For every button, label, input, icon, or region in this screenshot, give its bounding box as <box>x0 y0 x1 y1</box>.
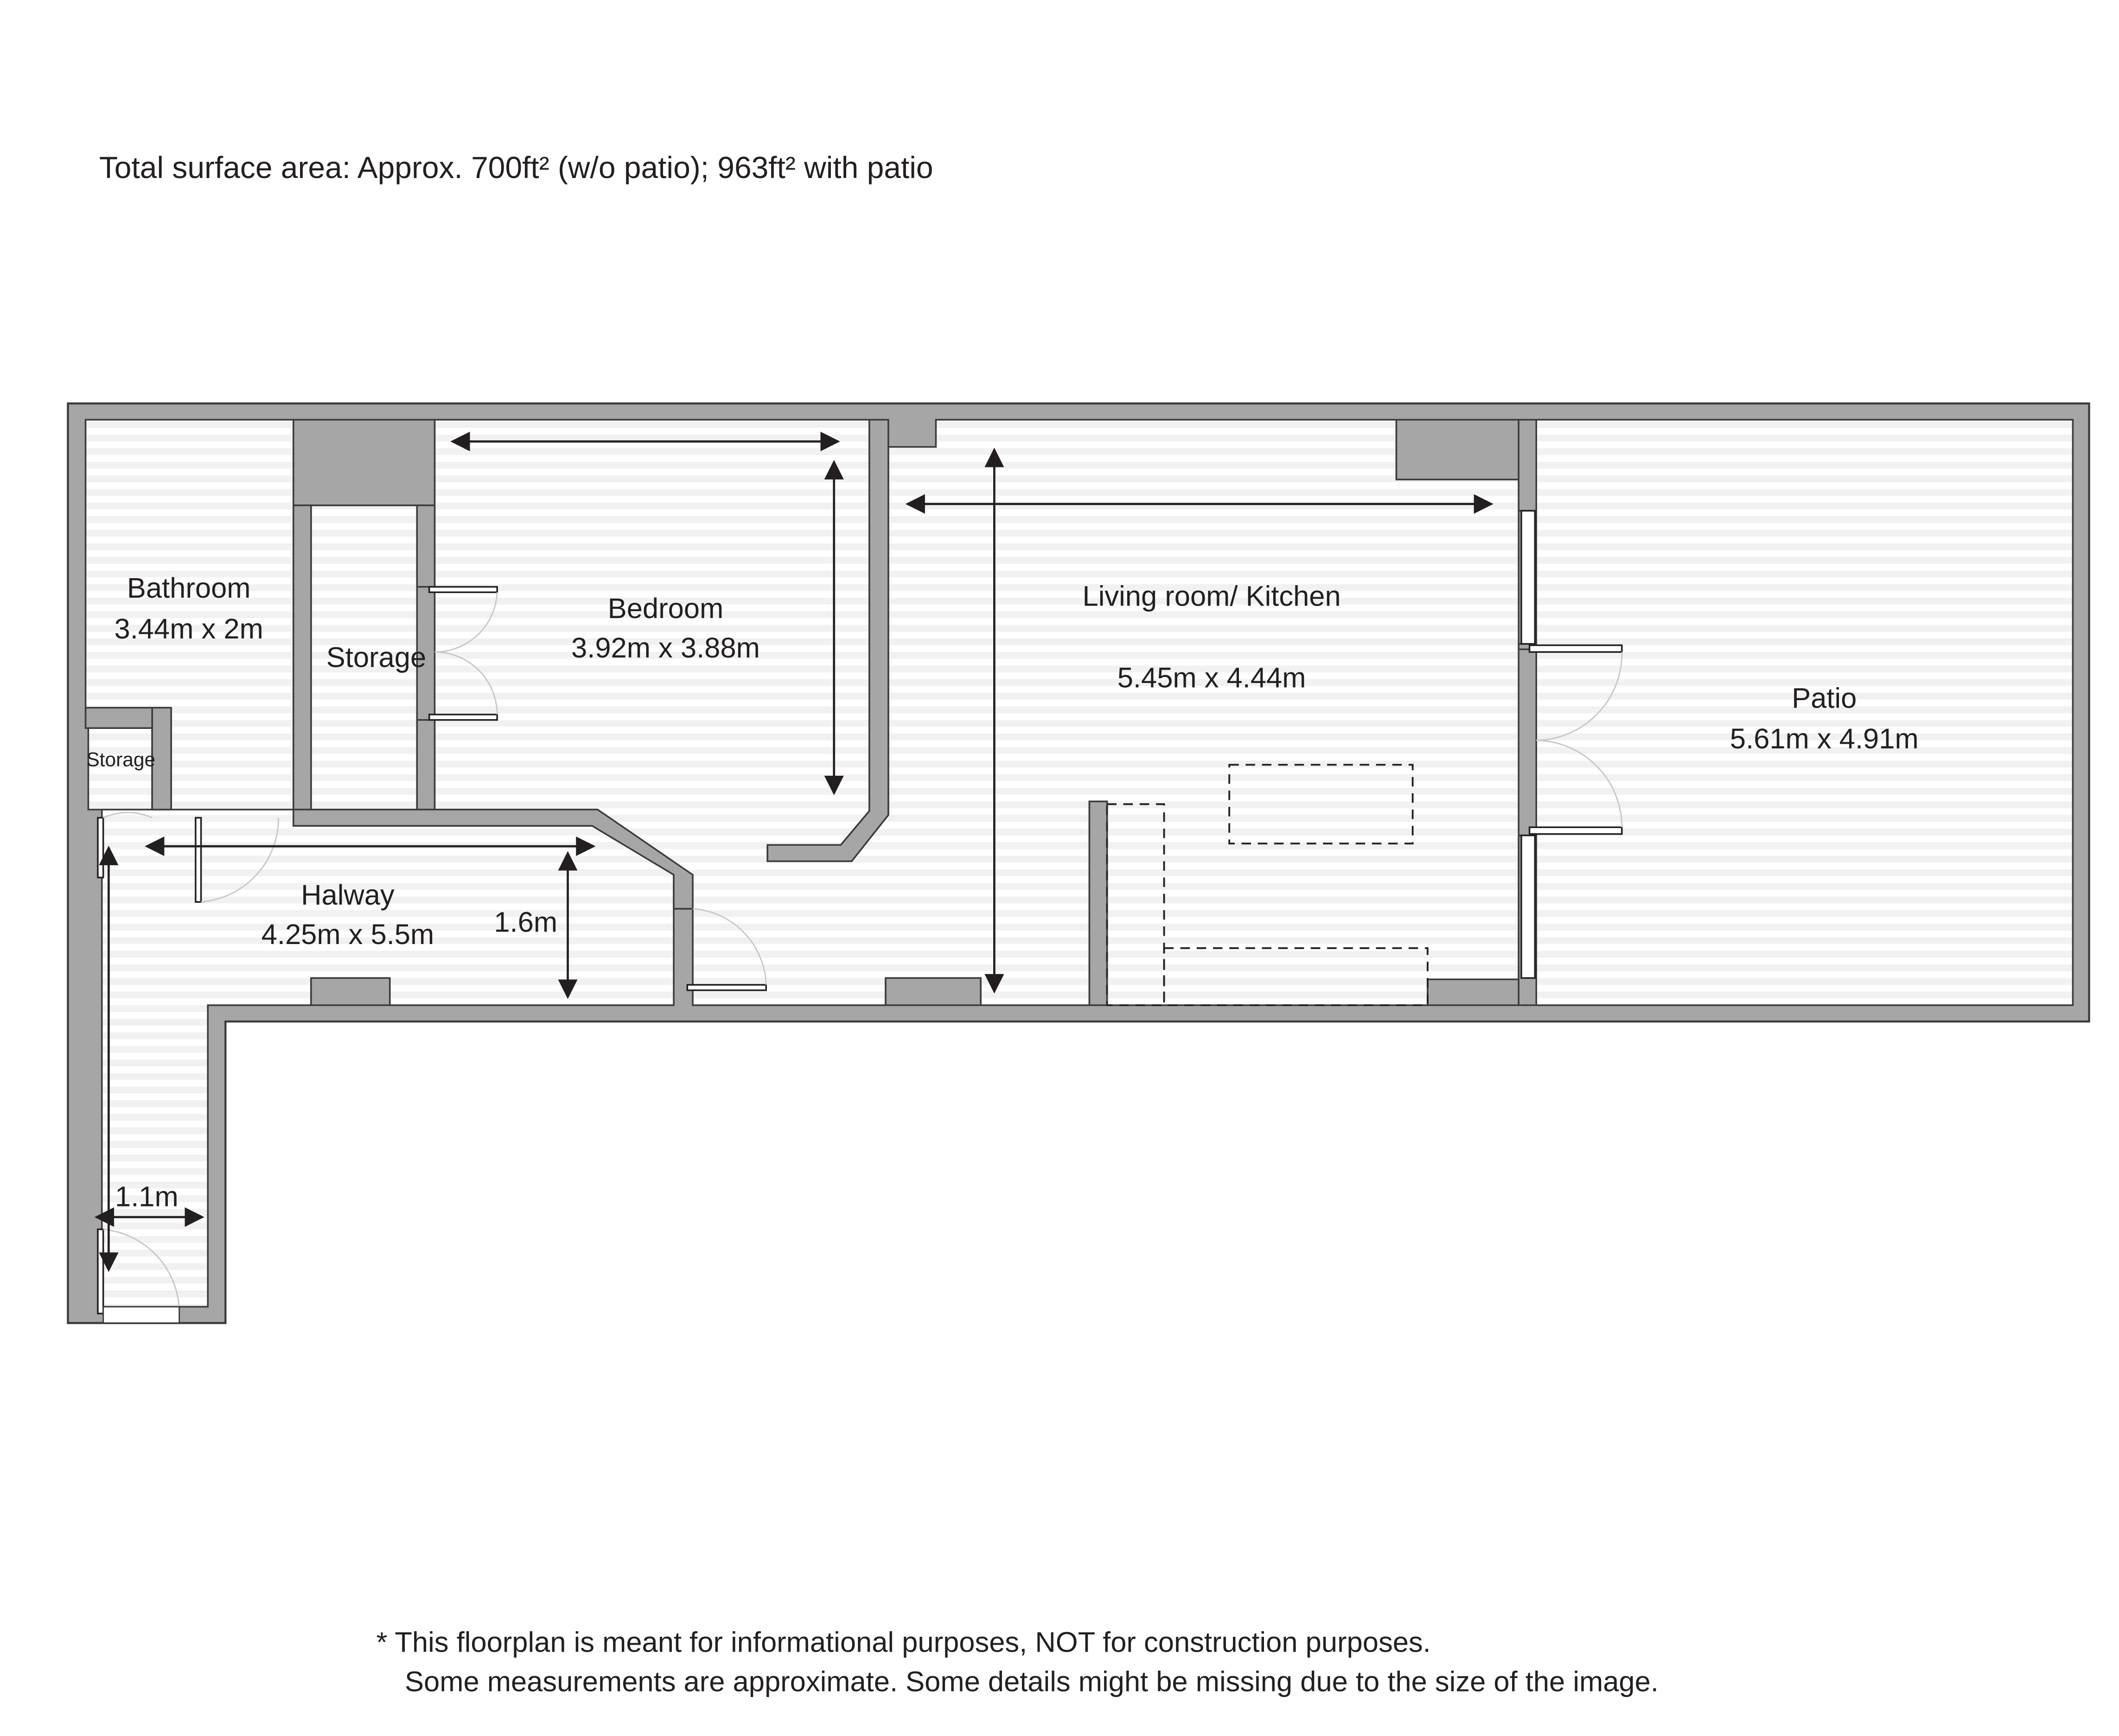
patio-door-bottom <box>1530 827 1622 834</box>
storage-door-bottom <box>429 715 497 720</box>
small-storage-label: Storage <box>86 748 156 771</box>
page-title: Total surface area: Approx. 700ft² (w/o patio); 963ft² with patio <box>99 150 933 185</box>
patio-door-top <box>1530 645 1622 652</box>
wall-living-patio-top <box>1519 420 1536 511</box>
hall-width-label: 1.6m <box>494 906 558 938</box>
small-storage-door <box>98 818 103 878</box>
wall-bath-left-lower <box>86 708 153 728</box>
wall-storage-right-low <box>417 720 434 810</box>
entry-opening <box>103 1307 179 1323</box>
patio-glass-top <box>1521 511 1535 644</box>
storage-label: Storage <box>326 641 427 674</box>
bedroom-label: Bedroom <box>607 592 724 625</box>
wall-corner-block <box>1428 979 1519 1005</box>
floors <box>86 420 2073 1307</box>
wall-kitchen-stub <box>1089 801 1107 1005</box>
disclaimer-line-1: * This floorplan is meant for informational purposes, NOT for construction purposes. <box>376 1626 1431 1659</box>
disclaimer-line-2: Some measurements are approximate. Some details might be missing due to the size of the image. <box>404 1666 1659 1698</box>
living-size: 5.45m x 4.44m <box>1117 662 1306 694</box>
wall-bath-storage <box>294 420 435 505</box>
wall-column-top <box>1397 420 1519 479</box>
patio-size: 5.61m x 4.91m <box>1730 723 1919 755</box>
living-door <box>687 985 766 990</box>
wall-storage-left <box>294 505 311 810</box>
living-label: Living room/ Kitchen <box>1082 580 1341 613</box>
wall-living-bump <box>886 978 981 1005</box>
bath-door <box>196 818 201 902</box>
halway-size: 4.25m x 5.5m <box>261 919 434 951</box>
bedroom-size: 3.92m x 3.88m <box>571 632 760 664</box>
entry-width-label: 1.1m <box>115 1181 179 1213</box>
openings <box>103 1307 179 1323</box>
storage-door-top <box>429 587 497 593</box>
bathroom-size: 3.44m x 2m <box>114 613 263 645</box>
entry-door <box>98 1229 103 1314</box>
halway-label: Halway <box>301 879 395 912</box>
wall-storage-right <box>417 505 434 587</box>
wall-hall-bump <box>311 978 390 1005</box>
disclaimer <box>376 1626 1658 1698</box>
bathroom-label: Bathroom <box>127 572 251 605</box>
patio-label: Patio <box>1792 682 1857 715</box>
patio-glass-bottom <box>1521 836 1535 978</box>
